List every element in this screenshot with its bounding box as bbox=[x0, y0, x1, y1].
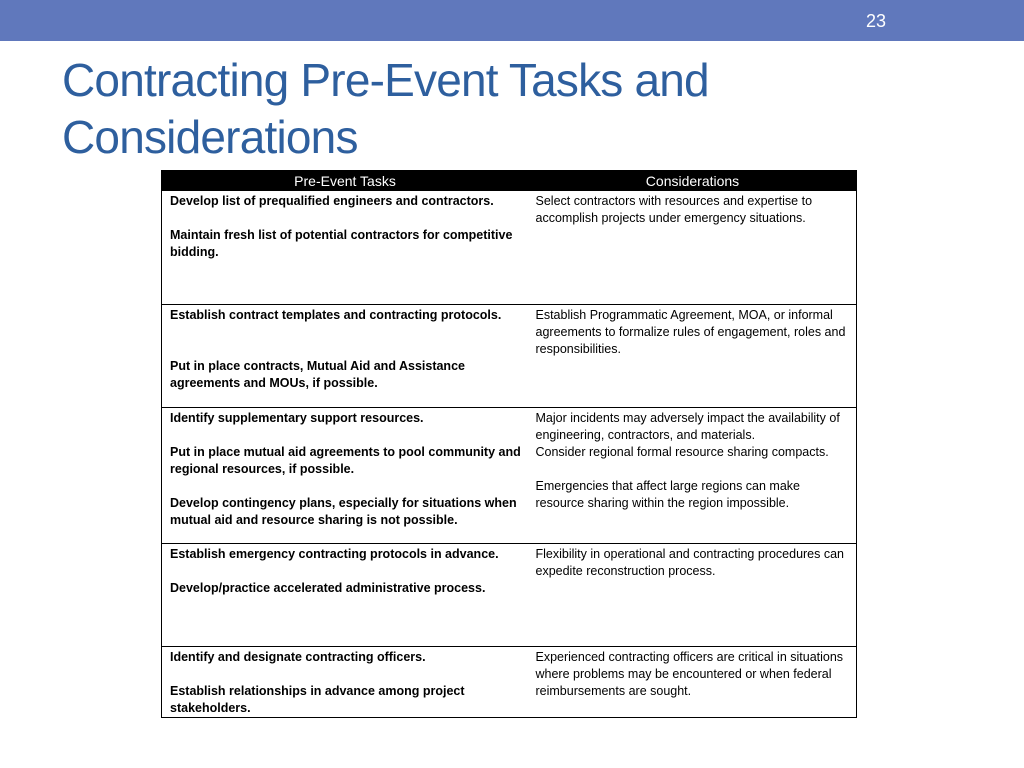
task-text: Develop list of prequalified engineers and contractors. bbox=[170, 194, 494, 208]
table-row bbox=[162, 191, 857, 305]
consideration-text: Establish Programmatic Agreement, MOA, or informal agreements to formalize rules of engagement, roles and responsibilities. bbox=[535, 308, 846, 356]
task-text: Identify and designate contracting officers. bbox=[170, 650, 426, 664]
spacer bbox=[170, 478, 523, 495]
spacer bbox=[536, 461, 851, 478]
table-row bbox=[162, 408, 857, 544]
task-text: Develop/practice accelerated administrative process. bbox=[170, 581, 486, 595]
consideration-cell bbox=[529, 305, 857, 408]
task-cell bbox=[162, 305, 529, 408]
spacer bbox=[170, 341, 523, 358]
tasks-table bbox=[161, 170, 857, 718]
task-text: Maintain fresh list of potential contractors for competitive bidding. bbox=[170, 228, 513, 259]
table-row bbox=[162, 544, 857, 647]
task-cell bbox=[162, 544, 529, 647]
column-header-considerations: Considerations bbox=[529, 171, 857, 191]
task-text: Establish relationships in advance among project stakeholders. bbox=[170, 684, 465, 715]
task-text: Put in place contracts, Mutual Aid and Assistance agreements and MOUs, if possible. bbox=[170, 359, 465, 390]
task-text: Identify supplementary support resources. bbox=[170, 411, 424, 425]
task-text: Establish contract templates and contracting protocols. bbox=[170, 308, 502, 322]
spacer bbox=[170, 210, 523, 227]
task-text: Establish emergency contracting protocols in advance. bbox=[170, 547, 499, 561]
task-text: Develop contingency plans, especially for situations when mutual aid and resource sharing is not possible. bbox=[170, 496, 517, 527]
task-text: Put in place mutual aid agreements to pool community and regional resources, if possible. bbox=[170, 445, 521, 476]
consideration-text: Consider regional formal resource sharing compacts. bbox=[535, 445, 829, 459]
spacer bbox=[170, 666, 523, 683]
slide-number: 23 bbox=[865, 11, 886, 31]
consideration-cell bbox=[529, 191, 857, 305]
task-cell bbox=[162, 408, 529, 544]
column-header-pre-event-tasks: Pre-Event Tasks bbox=[162, 171, 529, 191]
table-row bbox=[162, 305, 857, 408]
consideration-text: Select contractors with resources and expertise to accomplish projects under emergency situations. bbox=[535, 194, 813, 225]
consideration-text: Experienced contracting officers are critical in situations where problems may be encountered or when federal reimbursements are sought. bbox=[535, 650, 844, 698]
consideration-text: Major incidents may adversely impact the availability of engineering, contractors, and materials. bbox=[535, 411, 840, 442]
task-cell bbox=[162, 191, 529, 305]
spacer bbox=[170, 427, 523, 444]
consideration-cell bbox=[529, 544, 857, 647]
slide-title: Contracting Pre-Event Tasks and Considerations bbox=[62, 54, 709, 163]
table-header-row bbox=[162, 171, 857, 191]
consideration-text: Flexibility in operational and contracting procedures can expedite reconstruction process. bbox=[535, 547, 845, 578]
header-bar bbox=[0, 0, 1024, 41]
consideration-cell bbox=[529, 408, 857, 544]
spacer bbox=[170, 563, 523, 580]
table-row bbox=[162, 647, 857, 718]
spacer bbox=[170, 324, 523, 341]
task-cell bbox=[162, 647, 529, 718]
consideration-cell bbox=[529, 647, 857, 718]
consideration-text: Emergencies that affect large regions can make resource sharing within the region impossible. bbox=[535, 479, 800, 510]
